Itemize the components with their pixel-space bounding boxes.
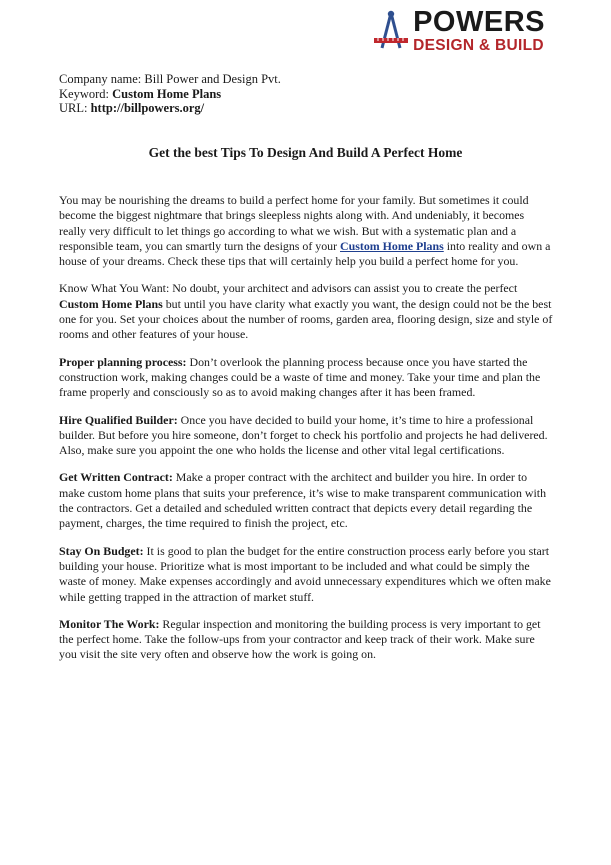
tip-heading: Get Written Contract:: [59, 470, 173, 485]
logo-wordmark-powers: POWERS: [413, 6, 545, 38]
tip-heading: Proper planning process:: [59, 354, 187, 369]
document-meta: [59, 72, 281, 116]
tip-text: Once you have decided to build your home, it’s time to hire a professional builder. But before you hire someone, don’t forget to check his portfolio and projects he had delivered. Also, make sure you appoint the one who holds the license and other vital legal certifications.: [59, 412, 548, 458]
intro-text-end: into reality and own a house of your dreams. Check these tips that will certainly help you build a perfect home for you.: [59, 238, 551, 269]
know-text: Know What You Want: No doubt, your architect and advisors can assist you to create the perfect: [59, 281, 518, 296]
tip-text: Regular inspection and monitoring the building process is very important to get the perfect home. Take the follow-ups from your contractor and keep track of their work. Make sure you visit the site very often and observe how the work is going on.: [59, 616, 541, 662]
know-paragraph: [59, 281, 553, 342]
logo-wordmark-design-build: DESIGN & BUILD: [413, 37, 544, 54]
know-text-end: but until you have clarity what exactly you want, the design could not be the best one for you. Set your choices about the number of rooms, garden area, flooring design, size and style of rooms and other features of your house.: [59, 296, 553, 342]
document-title: Get the best Tips To Design And Build A Perfect Home: [148, 145, 463, 160]
compass-logo-icon: [372, 8, 410, 52]
custom-home-plans-link[interactable]: Custom Home Plans: [340, 238, 444, 253]
intro-paragraph: [59, 193, 553, 269]
tip-heading: Stay On Budget:: [59, 543, 144, 558]
tip-heading: Monitor The Work:: [59, 616, 160, 631]
url-value: http://billpowers.org/: [90, 101, 205, 115]
url-label: URL:: [59, 101, 88, 115]
tip-paragraph: [59, 413, 553, 459]
tip-paragraph: [59, 470, 553, 531]
company-line: [59, 72, 281, 87]
know-keyword: Custom Home Plans: [59, 296, 163, 311]
keyword-label: Keyword:: [59, 86, 109, 101]
tip-paragraph: [59, 544, 553, 605]
tip-text: Make a proper contract with the architect and builder you hire. In order to make custom home plans that suits your preference, it’s wise to make transparent communication with the contractors. Get a detailed and scheduled written contract that depicts every detail regarding the payment, charges, the time required to finish the project, etc.: [59, 470, 547, 531]
intro-text: You may be nourishing the dreams to build a perfect home for your family. But sometimes it could become the biggest nightmare that brings sleepless nights along with. And undeniably, it becomes really very difficult to let things go according to what we wish. But with a systematic plan and a responsible team, you can smartly turn the designs of your: [59, 193, 529, 253]
tip-heading: Hire Qualified Builder:: [59, 412, 178, 427]
keyword-line: [59, 87, 281, 102]
tip-text: Don’t overlook the planning process because once you have started the construction work, making changes could be a waste of time and money. Take your time and plan the frame properly and consciously so as to avoid making changes after it has been framed.: [59, 354, 541, 400]
company-logo: [372, 8, 545, 54]
tip-paragraph: [59, 617, 553, 663]
article-body: [59, 193, 553, 675]
company-value: Bill Power and Design Pvt.: [144, 72, 281, 86]
keyword-value: Custom Home Plans: [112, 86, 222, 101]
url-line: [59, 101, 281, 116]
tip-text: It is good to plan the budget for the entire construction process early before you start building your house. Prioritize what is most important to be included and what could be simply the waste of money. Make expenses accordingly and avoid unnecessary expenditures which we often make while getting trapped in the attraction of market stuff.: [59, 543, 551, 604]
company-label: Company name:: [59, 72, 142, 86]
tip-paragraph: [59, 355, 553, 401]
